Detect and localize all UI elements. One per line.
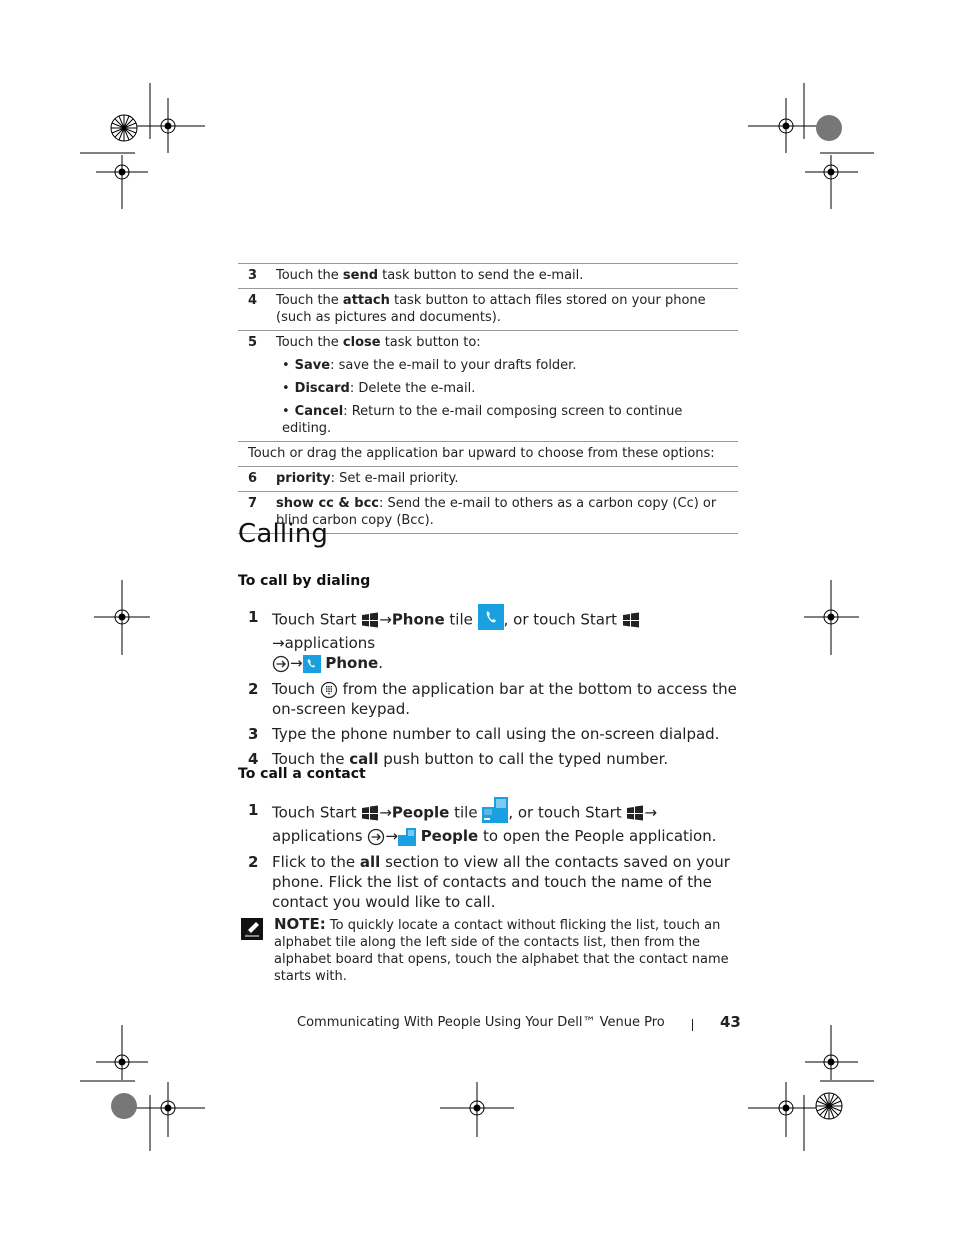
row-text: Touch the [276, 293, 343, 308]
step-item: 1 Touch Start →People tile , or touch Start → applications → People to open the People application. [238, 800, 738, 846]
note-box [238, 916, 738, 985]
note-pencil-icon [241, 918, 263, 940]
table-row [238, 331, 738, 442]
footer-title: Communicating With People Using Your Dell™ Venue Pro [297, 1015, 665, 1030]
people-app-icon [398, 828, 416, 846]
list-item: • Save: save the e-mail to your drafts folder. [282, 357, 732, 374]
row-text: task button to attach files stored on your phone (such as pictures and documents). [276, 293, 706, 325]
windows-start-icon [361, 612, 379, 628]
windows-start-icon [622, 612, 640, 628]
windows-start-icon [626, 805, 644, 821]
list-item: • Discard: Delete the e-mail. [282, 380, 732, 397]
step-number: 1 [248, 608, 259, 626]
contact-steps [238, 800, 738, 917]
page-number: 43 [720, 1013, 741, 1031]
arrow-circle-icon [367, 828, 385, 846]
row-keyword: show cc & bcc [276, 496, 379, 511]
step-number: 2 [248, 680, 259, 698]
close-options-list [276, 357, 732, 437]
row-text: task button to: [380, 335, 481, 350]
step-item: 1 Touch Start →Phone tile , or touch Start →applications → Phone. [238, 607, 738, 673]
step-number: 4 [248, 750, 259, 768]
phone-tile-icon [478, 604, 504, 630]
step-number: 2 [248, 853, 259, 871]
row-number: 6 [248, 471, 258, 486]
options-table [238, 263, 738, 534]
table-row [238, 264, 738, 289]
keypad-icon [320, 681, 338, 699]
windows-start-icon [361, 805, 379, 821]
row-text: Touch the [276, 268, 343, 283]
subheading-call-by-dialing: To call by dialing [238, 573, 371, 589]
list-item: • Cancel: Return to the e-mail composing screen to continue editing. [282, 403, 732, 437]
note-label: NOTE: [274, 915, 326, 933]
step-item: 2 Touch from the application bar at the bottom to access the on-screen keypad. [248, 680, 737, 718]
row-text: task button to send the e-mail. [378, 268, 584, 283]
arrow-circle-icon [272, 655, 290, 673]
table-row [238, 289, 738, 331]
footer-divider [692, 1019, 693, 1031]
step-item: 2 Flick to the all section to view all the contacts saved on your phone. Flick the list of contacts and touch the name of the contact you would like to call. [248, 853, 730, 911]
step-item: 3 Type the phone number to call using the on-screen dialpad. [248, 725, 720, 743]
row-keyword: close [342, 335, 381, 350]
phone-app-icon [303, 655, 321, 673]
row-text: Touch the [276, 335, 343, 350]
row-keyword: attach [342, 293, 390, 308]
row-number: 4 [248, 293, 258, 308]
row-number: 7 [248, 496, 258, 511]
row-text: Touch or drag the application bar upward to choose from these options: [248, 446, 715, 461]
row-number: 3 [248, 268, 258, 283]
row-number: 5 [248, 335, 258, 350]
table-row [238, 467, 738, 492]
step-number: 3 [248, 725, 259, 743]
row-keyword: priority [276, 471, 331, 486]
row-keyword: send [342, 268, 379, 283]
table-row [238, 442, 738, 467]
step-item: 4 Touch the call push button to call the typed number. [248, 750, 669, 768]
row-text: : Send the e-mail to others as a carbon copy (Cc) or blind carbon copy (Bcc). [276, 496, 717, 528]
dial-steps [238, 607, 738, 774]
row-text: : Set e-mail priority. [330, 471, 459, 486]
step-number: 1 [248, 801, 259, 819]
people-tile-icon [482, 797, 508, 823]
subheading-call-a-contact: To call a contact [238, 766, 366, 782]
section-title: Calling [238, 519, 329, 549]
note-text: To quickly locate a contact without flicking the list, touch an alphabet tile along the left side of the contacts list, then from the alphabet board that opens, touch the alphabet that the contact name starts with. [274, 918, 729, 984]
